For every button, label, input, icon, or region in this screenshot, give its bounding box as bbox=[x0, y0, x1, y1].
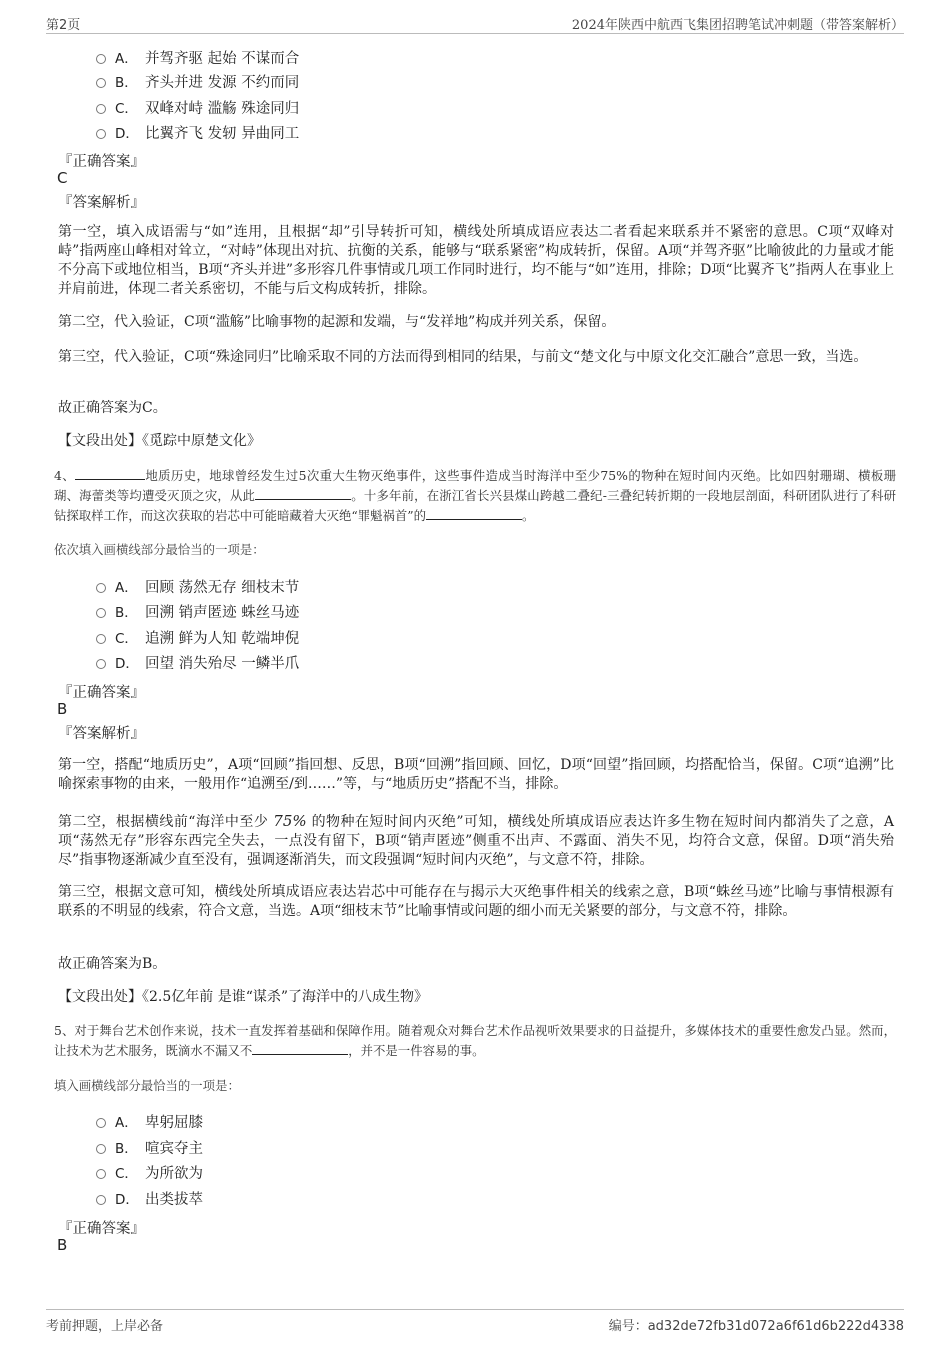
q3-option-a[interactable]: A． 并驾齐驱 起始 不谋而合 bbox=[96, 46, 299, 68]
analysis-paragraph: 第一空，填入成语需与“如”连用，且根据“却”引导转折可知，横线处所填成语应表达二者看起来联系并不紧密的意思。C项“双峰对峙”指两座山峰相对耸立，“对峙”体现出对抗、抗衡的关系，能够与“联系紧密”构成转折，保留。A项“并驾齐驱”比喻彼此的力量或才能不分高下或地位相当，B项“齐头并进”多形容几件事情或几项工作同时进行，均不能与“如”连用，排除；D项“比翼齐飞”指两人在事业上并肩前进，体现二者关系密切，不能与后文构成转折，排除。 bbox=[58, 224, 894, 297]
q4-option-c[interactable]: C． 追溯 鲜为人知 乾端坤倪 bbox=[96, 626, 299, 648]
page-number: 第2页 bbox=[46, 18, 81, 33]
answer-value: B bbox=[57, 1236, 68, 1254]
q4-option-b[interactable]: B． 回溯 销声匿迹 蛛丝马迹 bbox=[96, 600, 299, 622]
q4-option-d[interactable]: D． 回望 消失殆尽 一鳞半爪 bbox=[96, 651, 299, 673]
question-prompt: 依次填入画横线部分最恰当的一项是： bbox=[54, 542, 265, 557]
q5-option-a[interactable]: A． 卑躬屈膝 bbox=[96, 1110, 203, 1132]
analysis-paragraph: 故正确答案为C。 bbox=[58, 400, 167, 416]
radio-icon[interactable] bbox=[96, 583, 106, 593]
radio-icon[interactable] bbox=[96, 1118, 106, 1128]
document-title: 2024年陕西中航西飞集团招聘笔试冲刺题（带答案解析） bbox=[571, 18, 904, 33]
blank-line bbox=[255, 486, 351, 500]
page-header bbox=[46, 12, 904, 34]
radio-icon[interactable] bbox=[96, 129, 106, 139]
blank-line bbox=[75, 466, 145, 480]
radio-icon[interactable] bbox=[96, 608, 106, 618]
blank-line bbox=[252, 1041, 348, 1055]
q3-option-c[interactable]: C． 双峰对峙 滥觞 殊途同归 bbox=[96, 96, 299, 118]
radio-icon[interactable] bbox=[96, 54, 106, 64]
q5-option-c[interactable]: C． 为所欲为 bbox=[96, 1161, 203, 1183]
answer-label: 『正确答案』 bbox=[58, 1221, 145, 1237]
question-5-stem: 5、对于舞台艺术创作来说，技术一直发挥着基础和保障作用。随着观众对舞台艺术作品视听效果要求的日益提升，多媒体技术的重要性愈发凸显。然而，让技术为艺术服务，既滴水不漏又不 ，并不是一件容易的事。 bbox=[54, 1023, 897, 1058]
radio-icon[interactable] bbox=[96, 1195, 106, 1205]
analysis-paragraph: 第三空，代入验证，C项“殊途同归”比喻采取不同的方法而得到相同的结果，与前文“楚文化与中原文化交汇融合”意思一致，当选。 bbox=[58, 349, 868, 365]
footer-slogan: 考前押题，上岸必备 bbox=[46, 1319, 164, 1334]
percent-value: 75% bbox=[273, 812, 307, 830]
radio-icon[interactable] bbox=[96, 659, 106, 669]
analysis-label: 『答案解析』 bbox=[58, 726, 145, 742]
q5-option-d[interactable]: D． 出类拔萃 bbox=[96, 1187, 203, 1209]
radio-icon[interactable] bbox=[96, 634, 106, 644]
source-citation: 【文段出处】《2.5亿年前 是谁“谋杀”了海洋中的八成生物》 bbox=[58, 989, 429, 1005]
radio-icon[interactable] bbox=[96, 1144, 106, 1154]
analysis-paragraph: 第三空，根据文意可知，横线处所填成语应表达岩芯中可能存在与揭示大灭绝事件相关的线索之意，B项“蛛丝马迹”比喻与事情根源有联系的不明显的线索，符合文意，当选。A项“细枝末节”比喻事情或问题的细小而无关紧要的部分，与文意不符，排除。 bbox=[58, 884, 894, 919]
analysis-paragraph: 第二空，根据横线前“海洋中至少 75% 的物种在短时间内灭绝”可知，横线处所填成语应表达许多生物在短时间内都消失了之意，A项“荡然无存”形容东西完全失去，一点没有留下，B项“销声匿迹”侧重不出声、不露面、消失不见，均符合文意，保留。D项“消失殆尽”指事物逐渐减少直至没有，强调逐渐消失，而文段强调“短时间内灭绝”，与文意不符，排除。 bbox=[58, 812, 894, 868]
answer-value: B bbox=[57, 700, 68, 718]
source-citation: 【文段出处】《觅踪中原楚文化》 bbox=[58, 433, 261, 449]
question-4-stem: 4、 地质历史，地球曾经发生过5次重大生物灭绝事件，这些事件造成当时海洋中至少75%的物种在短时间内灭绝。比如四射珊瑚、横板珊瑚、海蕾类等均遭受灭顶之灾，从此 。十多年前，在浙江省长兴县煤山跨越二叠纪-三叠纪转折期的一段地层剖面，科研团队进行了科研钻探取样工作，而这次获取的岩芯中可能暗藏着大灭绝“罪魁祸首”的 。 bbox=[54, 468, 897, 523]
answer-value: C bbox=[57, 169, 68, 187]
analysis-paragraph: 第一空，搭配“地质历史”，A项“回顾”指回想、反思，B项“回溯”指回顾、回忆，D项“回望”指回顾，均搭配恰当，保留。C项“追溯”比喻探索事物的由来，一般用作“追溯至/到……”等，与“地质历史”搭配不当，排除。 bbox=[58, 757, 894, 792]
q3-option-d[interactable]: D． 比翼齐飞 发轫 异曲同工 bbox=[96, 121, 299, 143]
answer-label: 『正确答案』 bbox=[58, 685, 145, 701]
q5-option-b[interactable]: B． 喧宾夺主 bbox=[96, 1136, 203, 1158]
page-footer bbox=[46, 1309, 904, 1335]
analysis-label: 『答案解析』 bbox=[58, 195, 145, 211]
question-prompt: 填入画横线部分最恰当的一项是： bbox=[54, 1078, 240, 1093]
document-code: 编号：ad32de72fb31d072a6f61d6b222d4338 bbox=[608, 1319, 904, 1334]
answer-label: 『正确答案』 bbox=[58, 154, 145, 170]
blank-line bbox=[426, 506, 522, 520]
q3-option-b[interactable]: B． 齐头并进 发源 不约而同 bbox=[96, 70, 299, 92]
radio-icon[interactable] bbox=[96, 1169, 106, 1179]
analysis-paragraph: 第二空，代入验证，C项“滥觞”比喻事物的起源和发端，与“发祥地”构成并列关系，保留。 bbox=[58, 314, 616, 330]
analysis-paragraph: 故正确答案为B。 bbox=[58, 956, 167, 972]
radio-icon[interactable] bbox=[96, 78, 106, 88]
radio-icon[interactable] bbox=[96, 104, 106, 114]
q4-option-a[interactable]: A． 回顾 荡然无存 细枝末节 bbox=[96, 575, 299, 597]
